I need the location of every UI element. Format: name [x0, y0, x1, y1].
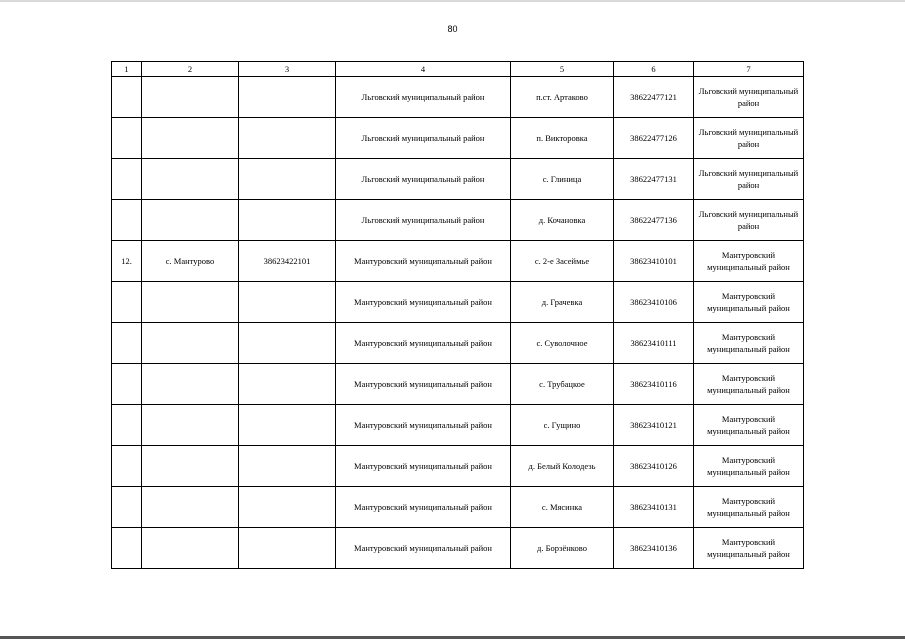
table-row	[112, 446, 804, 487]
row-number-cell: 12.	[112, 241, 142, 282]
row-number-cell	[112, 323, 142, 364]
locality-code-cell: 38623410121	[614, 405, 694, 446]
locality-cell: с. Гущино	[511, 405, 614, 446]
settlement-code-cell	[239, 77, 336, 118]
table-row	[112, 200, 804, 241]
settlement-code-cell	[239, 159, 336, 200]
column-header: 6	[614, 62, 694, 77]
table-row	[112, 118, 804, 159]
settlement-code-cell	[239, 200, 336, 241]
locality-code-cell: 38623410111	[614, 323, 694, 364]
municipality-cell: Льговский муниципальный район	[694, 159, 804, 200]
municipality-cell: Мантуровский муниципальный район	[694, 282, 804, 323]
locality-cell: д. Кочановка	[511, 200, 614, 241]
table-row	[112, 528, 804, 569]
locality-code-cell: 38622477126	[614, 118, 694, 159]
table-row	[112, 159, 804, 200]
settlement-cell	[142, 528, 239, 569]
table-row	[112, 323, 804, 364]
locality-code-cell: 38623410106	[614, 282, 694, 323]
district-cell: Мантуровский муниципальный район	[336, 241, 511, 282]
row-number-cell	[112, 200, 142, 241]
table-row	[112, 77, 804, 118]
settlement-cell	[142, 487, 239, 528]
row-number-cell	[112, 118, 142, 159]
row-number-cell	[112, 446, 142, 487]
column-header: 4	[336, 62, 511, 77]
district-cell: Льговский муниципальный район	[336, 200, 511, 241]
district-cell: Льговский муниципальный район	[336, 159, 511, 200]
district-cell: Льговский муниципальный район	[336, 118, 511, 159]
row-number-cell	[112, 282, 142, 323]
district-cell: Мантуровский муниципальный район	[336, 528, 511, 569]
locality-code-cell: 38623410136	[614, 528, 694, 569]
locality-cell: п.ст. Артаково	[511, 77, 614, 118]
locality-cell: с. Трубацкое	[511, 364, 614, 405]
locality-code-cell: 38622477121	[614, 77, 694, 118]
settlement-code-cell	[239, 323, 336, 364]
district-cell: Льговский муниципальный район	[336, 77, 511, 118]
settlement-code-cell	[239, 282, 336, 323]
settlement-cell	[142, 118, 239, 159]
column-header: 7	[694, 62, 804, 77]
locality-cell: п. Викторовка	[511, 118, 614, 159]
row-number-cell	[112, 77, 142, 118]
column-header: 3	[239, 62, 336, 77]
table-row	[112, 487, 804, 528]
row-number-cell	[112, 487, 142, 528]
locality-code-cell: 38622477131	[614, 159, 694, 200]
locality-cell: д. Белый Колодезь	[511, 446, 614, 487]
locality-cell: с. Суволочное	[511, 323, 614, 364]
settlement-cell	[142, 323, 239, 364]
settlement-code-cell	[239, 446, 336, 487]
row-number-cell	[112, 528, 142, 569]
district-cell: Мантуровский муниципальный район	[336, 405, 511, 446]
column-header: 1	[112, 62, 142, 77]
municipality-cell: Мантуровский муниципальный район	[694, 323, 804, 364]
row-number-cell	[112, 364, 142, 405]
municipality-cell: Мантуровский муниципальный район	[694, 364, 804, 405]
settlement-code-cell	[239, 528, 336, 569]
settlement-code-cell	[239, 364, 336, 405]
settlement-code-cell	[239, 487, 336, 528]
settlement-code-cell: 38623422101	[239, 241, 336, 282]
table-body	[112, 77, 804, 569]
settlement-cell	[142, 159, 239, 200]
locality-cell: с. Глиница	[511, 159, 614, 200]
district-cell: Мантуровский муниципальный район	[336, 446, 511, 487]
locality-code-cell: 38623410116	[614, 364, 694, 405]
settlement-cell	[142, 200, 239, 241]
locality-cell: д. Грачевка	[511, 282, 614, 323]
district-cell: Мантуровский муниципальный район	[336, 323, 511, 364]
settlement-cell	[142, 364, 239, 405]
district-cell: Мантуровский муниципальный район	[336, 487, 511, 528]
district-cell: Мантуровский муниципальный район	[336, 282, 511, 323]
settlement-cell	[142, 77, 239, 118]
municipality-cell: Мантуровский муниципальный район	[694, 405, 804, 446]
municipality-cell: Льговский муниципальный район	[694, 77, 804, 118]
table-row	[112, 282, 804, 323]
municipality-cell: Мантуровский муниципальный район	[694, 528, 804, 569]
column-header: 2	[142, 62, 239, 77]
locality-code-cell: 38623410126	[614, 446, 694, 487]
municipality-cell: Льговский муниципальный район	[694, 200, 804, 241]
settlement-cell	[142, 405, 239, 446]
locality-code-cell: 38622477136	[614, 200, 694, 241]
row-number-cell	[112, 405, 142, 446]
locality-cell: д. Борзёнково	[511, 528, 614, 569]
settlements-table	[111, 61, 804, 569]
column-header: 5	[511, 62, 614, 77]
table-header-row	[112, 62, 804, 77]
table-row	[112, 405, 804, 446]
locality-cell: с. 2-е Засеймье	[511, 241, 614, 282]
scan-edge-top	[0, 0, 905, 2]
table-row	[112, 364, 804, 405]
settlement-cell	[142, 446, 239, 487]
municipality-cell: Мантуровский муниципальный район	[694, 487, 804, 528]
locality-code-cell: 38623410131	[614, 487, 694, 528]
row-number-cell	[112, 159, 142, 200]
settlement-cell	[142, 282, 239, 323]
settlement-code-cell	[239, 405, 336, 446]
page-number: 80	[447, 24, 458, 34]
municipality-cell: Мантуровский муниципальный район	[694, 446, 804, 487]
locality-code-cell: 38623410101	[614, 241, 694, 282]
settlement-cell: с. Мантурово	[142, 241, 239, 282]
settlement-code-cell	[239, 118, 336, 159]
municipality-cell: Льговский муниципальный район	[694, 118, 804, 159]
municipality-cell: Мантуровский муниципальный район	[694, 241, 804, 282]
table-row	[112, 241, 804, 282]
district-cell: Мантуровский муниципальный район	[336, 364, 511, 405]
scan-edge-bottom	[0, 636, 905, 639]
locality-cell: с. Мясинка	[511, 487, 614, 528]
